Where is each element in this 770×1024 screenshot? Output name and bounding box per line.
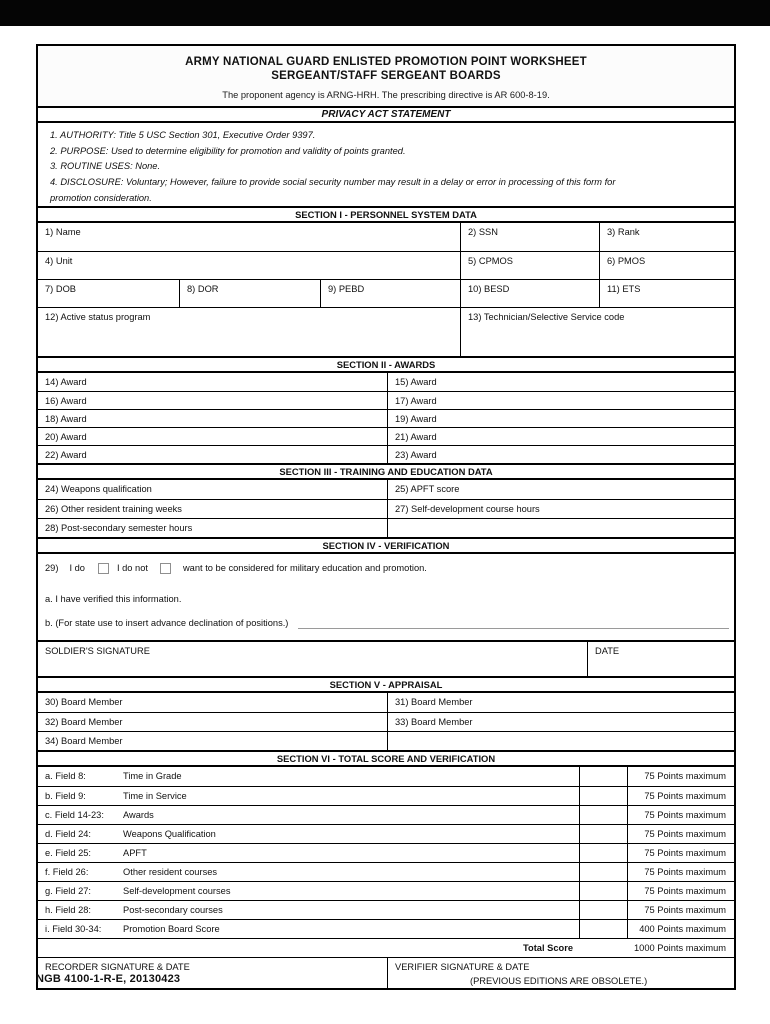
points-maximum-label: 75 Points maximum [627,844,734,862]
section2-header: SECTION II - AWARDS [38,358,734,373]
post-secondary-hours-field[interactable]: 28) Post-secondary semester hours [45,523,193,533]
pebd-field[interactable]: 9) PEBD [320,280,460,307]
score-field-ref: d. Field 24: [45,829,91,839]
besd-field[interactable]: 10) BESD [460,280,599,307]
score-entry-box[interactable] [579,882,627,900]
score-desc: Time in Grade [123,771,182,781]
score-desc: Weapons Qualification [123,829,216,839]
table-row [38,518,734,537]
proponent-line: The proponent agency is ARNG-HRH. The prescribing directive is AR 600-8-19. [222,90,550,100]
score-entry-box[interactable] [579,825,627,843]
score-label-post-secondary [38,901,579,919]
table-row [38,223,734,251]
table-row [38,409,734,427]
table-row [38,427,734,445]
points-maximum-label: 75 Points maximum [627,767,734,786]
score-row [38,786,734,805]
state-use-line [45,618,729,629]
score-field-ref: i. Field 30-34: [45,924,102,934]
score-field-ref: g. Field 27: [45,886,91,896]
score-row [38,900,734,919]
privacy-line-purpose: 2. PURPOSE: Used to determine eligibility for promotion and validity of points granted. [50,145,406,156]
i-do-checkbox[interactable] [98,563,109,574]
consideration-statement-text: want to be considered for military education and promotion. [182,563,427,573]
score-field-ref: b. Field 9: [45,791,86,801]
award-15-field[interactable]: 15) Award [387,373,734,391]
total-points-maximum-label: 1000 Points maximum [634,943,726,953]
score-row [38,824,734,843]
score-label-resident-courses [38,863,579,881]
table-row [38,445,734,463]
total-score-row [38,938,734,957]
score-label-time-in-grade [38,767,579,786]
declination-write-in-line[interactable] [298,619,729,629]
form-number: NGB 4100-1-R-E, 20130423 [36,973,181,985]
privacy-line-authority: 1. AUTHORITY: Title 5 USC Section 301, Executive Order 9397. [50,130,316,140]
section6-header: SECTION VI - TOTAL SCORE AND VERIFICATION [38,752,734,767]
i-do-not-checkbox[interactable] [160,563,171,574]
apft-score-field[interactable]: 25) APFT score [387,480,734,499]
table-row [38,499,734,518]
table-row [38,712,734,731]
pmos-field[interactable]: 6) PMOS [599,252,734,279]
privacy-act-header: PRIVACY ACT STATEMENT [38,108,734,123]
board-member-33-field[interactable]: 33) Board Member [387,713,734,731]
score-row [38,881,734,900]
rank-field[interactable]: 3) Rank [599,223,734,251]
section3-header: SECTION III - TRAINING AND EDUCATION DATA [38,465,734,480]
total-score-label: Total Score [523,943,573,953]
verifier-signature-field[interactable]: VERIFIER SIGNATURE & DATE [387,958,734,988]
active-status-program-field[interactable]: 12) Active status program [45,312,151,322]
award-14-field[interactable]: 14) Award [45,377,87,387]
section1-header: SECTION I - PERSONNEL SYSTEM DATA [38,208,734,223]
award-21-field[interactable]: 21) Award [387,428,734,445]
weapons-qualification-field[interactable]: 24) Weapons qualification [45,484,152,494]
table-row [38,480,734,499]
dor-field[interactable]: 8) DOR [179,280,320,307]
score-desc: Promotion Board Score [123,924,220,934]
score-entry-box[interactable] [579,787,627,805]
section6-grid [38,767,734,988]
section5-grid [38,693,734,752]
score-entry-box[interactable] [579,901,627,919]
score-field-ref: h. Field 28: [45,905,91,915]
empty-cell [387,519,734,537]
soldier-signature-grid [38,642,734,678]
score-label-time-in-service [38,787,579,805]
score-field-ref: a. Field 8: [45,771,86,781]
section5-header: SECTION V - APPRAISAL [38,678,734,693]
score-row [38,919,734,938]
table-row [38,731,734,750]
points-maximum-label: 75 Points maximum [627,901,734,919]
score-desc: Post-secondary courses [123,905,223,915]
recorder-signature-field[interactable]: RECORDER SIGNATURE & DATE [45,962,190,972]
form-title-line1: ARMY NATIONAL GUARD ENLISTED PROMOTION POINT WORKSHEET [185,56,587,68]
unit-field[interactable]: 4) Unit [45,256,73,266]
line29-number: 29) [45,563,59,573]
form-title-line2: SERGEANT/STAFF SERGEANT BOARDS [271,70,501,82]
score-label-board-score [38,920,579,938]
i-do-not-label: I do not [116,563,148,573]
points-maximum-label: 75 Points maximum [627,806,734,824]
dob-field[interactable]: 7) DOB [45,284,76,294]
award-18-field[interactable]: 18) Award [45,414,87,424]
score-desc: Self-development courses [123,886,231,896]
board-member-34-field[interactable]: 34) Board Member [45,736,123,746]
score-desc: Awards [123,810,154,820]
score-entry-box[interactable] [579,863,627,881]
table-row [38,693,734,712]
privacy-line-disclosure: 4. DISCLOSURE: Voluntary; However, failure to provide social security number may result in a delay or error in processing of this form for [50,177,616,188]
section1-grid [38,223,734,358]
score-field-ref: f. Field 26: [45,867,89,877]
soldier-signature-date-field[interactable]: DATE [587,642,734,676]
table-row [38,307,734,356]
privacy-line-disclosure-cont: promotion consideration. [50,192,152,203]
obsolete-editions-note: (PREVIOUS EDITIONS ARE OBSOLETE.) [470,976,648,986]
points-maximum-label: 75 Points maximum [627,882,734,900]
privacy-act-body [38,123,734,208]
points-maximum-label: 75 Points maximum [627,863,734,881]
award-22-field[interactable]: 22) Award [45,450,87,460]
score-label-weapons [38,825,579,843]
table-row [38,373,734,391]
board-member-32-field[interactable]: 32) Board Member [45,717,123,727]
technician-selective-service-field[interactable]: 13) Technician/Selective Service code [460,308,734,356]
privacy-line-routine-uses: 3. ROUTINE USES: None. [50,161,161,172]
consideration-statement [45,563,734,574]
score-desc: APFT [123,848,147,858]
board-member-31-field[interactable]: 31) Board Member [387,693,734,712]
section4-header: SECTION IV - VERIFICATION [38,539,734,554]
section3-grid [38,480,734,539]
viewer-top-bar [0,0,770,26]
score-desc: Time in Service [123,791,187,801]
award-17-field[interactable]: 17) Award [387,392,734,409]
self-development-hours-field[interactable]: 27) Self-development course hours [387,500,734,518]
promotion-point-worksheet-form [36,44,736,990]
score-label-awards [38,806,579,824]
points-maximum-label: 75 Points maximum [627,787,734,805]
name-field[interactable]: 1) Name [45,227,81,237]
table-row [38,251,734,279]
soldier-signature-field[interactable]: SOLDIER'S SIGNATURE [45,646,150,656]
state-use-label: b. (For state use to insert advance declination of positions.) [45,618,289,628]
award-20-field[interactable]: 20) Award [45,432,87,442]
score-entry-box[interactable] [579,920,627,938]
score-label-self-development [38,882,579,900]
empty-cell [387,732,734,750]
award-19-field[interactable]: 19) Award [387,410,734,427]
score-row [38,843,734,862]
award-23-field[interactable]: 23) Award [387,446,734,463]
ets-field[interactable]: 11) ETS [599,280,734,307]
section2-grid [38,373,734,465]
score-entry-box[interactable] [579,844,627,862]
table-row [38,279,734,307]
score-entry-box[interactable] [579,767,627,786]
verification-body [38,563,734,642]
score-entry-box[interactable] [579,806,627,824]
score-label-apft [38,844,579,862]
board-member-30-field[interactable]: 30) Board Member [45,697,123,707]
score-row [38,805,734,824]
verified-statement: a. I have verified this information. [45,594,182,604]
ssn-field[interactable]: 2) SSN [460,223,599,251]
score-row [38,767,734,786]
table-row [38,391,734,409]
form-header [38,46,734,108]
table-row [38,642,734,676]
resident-training-weeks-field[interactable]: 26) Other resident training weeks [45,504,182,514]
cpmos-field[interactable]: 5) CPMOS [460,252,599,279]
points-maximum-label: 75 Points maximum [627,825,734,843]
points-maximum-label: 400 Points maximum [627,920,734,938]
score-row [38,862,734,881]
award-16-field[interactable]: 16) Award [45,396,87,406]
i-do-label: I do [69,563,85,573]
score-field-ref: c. Field 14-23: [45,810,104,820]
score-field-ref: e. Field 25: [45,848,91,858]
score-desc: Other resident courses [123,867,218,877]
